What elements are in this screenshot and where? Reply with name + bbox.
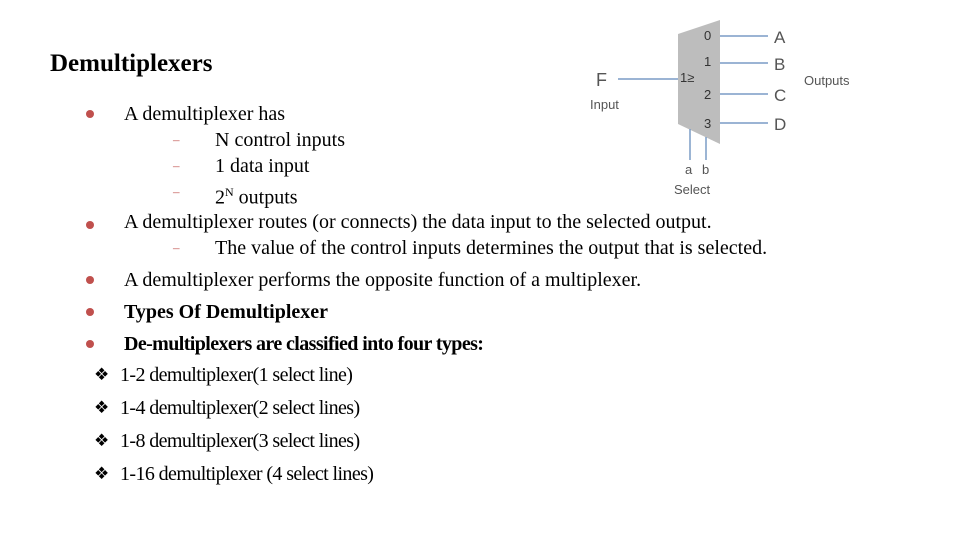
- select-letter-a: a: [685, 162, 693, 177]
- dash-marker: –: [173, 184, 180, 199]
- bullet-dot: [86, 308, 94, 316]
- dash-marker: –: [173, 240, 180, 255]
- bullet-dot: [86, 110, 94, 118]
- outputs-label: Outputs: [804, 73, 850, 88]
- outputs-exponent: N: [225, 185, 234, 199]
- diamond-bullet-icon: ❖: [94, 431, 110, 450]
- output-letter-b: B: [774, 55, 786, 74]
- page-title: Demultiplexers: [50, 50, 213, 77]
- sub-outputs: [215, 180, 298, 210]
- outputs-base: 2: [215, 186, 225, 209]
- output-number-0: 0: [704, 28, 712, 43]
- output-number-3: 3: [704, 116, 712, 131]
- type-item-1: 1-2 demultiplexer(1 select line): [120, 364, 353, 386]
- dash-marker: –: [173, 158, 180, 173]
- demux-diagram: [580, 18, 880, 208]
- select-letter-b: b: [702, 162, 710, 177]
- enable-label: 1≥: [680, 70, 695, 85]
- bullet-classified: De-multiplexers are classified into four types:: [124, 333, 484, 355]
- bullet-dot: [86, 340, 94, 348]
- output-letter-c: C: [774, 86, 787, 105]
- diamond-bullet-icon: ❖: [94, 464, 110, 483]
- diamond-bullet-icon: ❖: [94, 398, 110, 417]
- bullet-types-heading: Types Of Demultiplexer: [124, 301, 329, 323]
- outputs-rest: outputs: [233, 186, 298, 209]
- bullet-routes: A demultiplexer routes (or connects) the data input to the selected output.: [124, 211, 712, 233]
- bullet-dot: [86, 221, 94, 229]
- output-letter-d: D: [774, 115, 787, 134]
- output-number-2: 2: [704, 87, 712, 102]
- type-item-3: 1-8 demultiplexer(3 select lines): [120, 430, 360, 452]
- sub-control-value: The value of the control inputs determines the output that is selected.: [215, 237, 768, 259]
- bullet-opposite: A demultiplexer performs the opposite function of a multiplexer.: [124, 269, 642, 291]
- diamond-bullet-icon: ❖: [94, 365, 110, 384]
- type-item-2: 1-4 demultiplexer(2 select lines): [120, 397, 360, 419]
- input-letter: F: [596, 70, 607, 90]
- bullet-has: A demultiplexer has: [124, 103, 286, 125]
- select-label: Select: [674, 182, 711, 197]
- dash-marker: –: [173, 132, 180, 147]
- output-letter-a: A: [774, 28, 786, 47]
- bullet-dot: [86, 276, 94, 284]
- output-number-1: 1: [704, 54, 712, 69]
- sub-control-inputs: N control inputs: [215, 129, 345, 151]
- sub-data-input: 1 data input: [215, 155, 310, 177]
- type-item-4: 1-16 demultiplexer (4 select lines): [120, 463, 374, 485]
- input-label: Input: [590, 97, 619, 112]
